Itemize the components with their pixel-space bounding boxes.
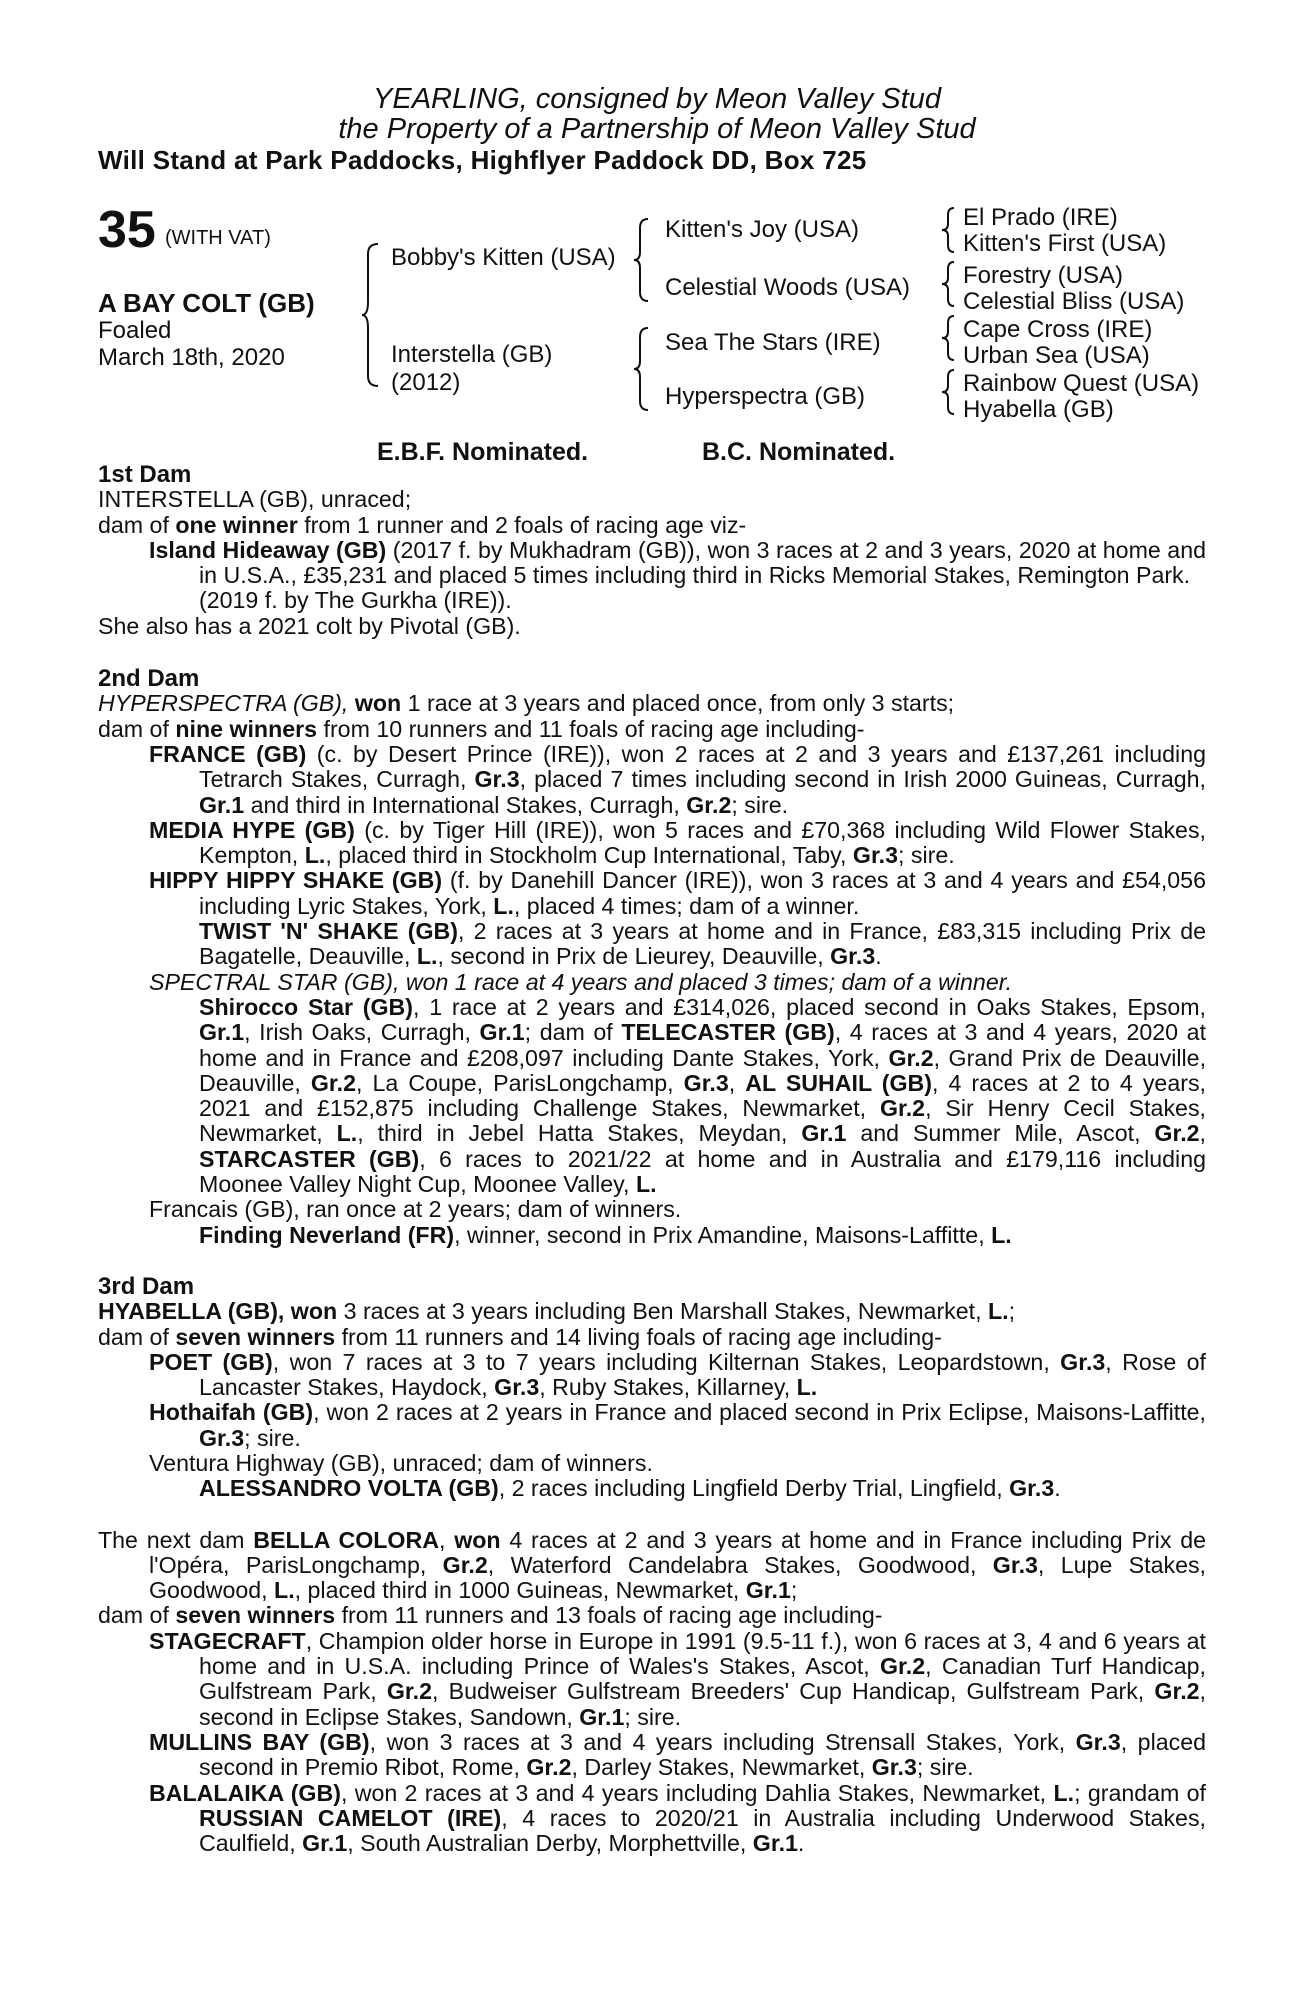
progeny-media-hype: MEDIA HYPE (GB) (c. by Tiger Hill (IRE)), won 5 races and £70,368 including Wild Flower Stakes, Kempton, L., placed third in Stockholm Cup International, Taby, Gr.3; sire. xyxy=(149,816,1206,869)
pedigree-brace-ds xyxy=(940,313,964,363)
vat-note: (WITH VAT) xyxy=(165,227,271,249)
second-dam-line: HYPERSPECTRA (GB), won 1 race at 3 years and placed once, from only 3 starts; xyxy=(98,690,955,717)
pedigree-sire: Bobby's Kitten (USA) xyxy=(391,244,616,271)
stand-location: Will Stand at Park Paddocks, Highflyer Paddock DD, Box 725 xyxy=(98,145,867,175)
foaled-date: March 18th, 2020 xyxy=(98,344,285,371)
second-dam-heading: 2nd Dam xyxy=(98,665,200,693)
progeny-alessandro-volta: ALESSANDRO VOLTA (GB), 2 races including Lingfield Derby Trial, Lingfield, Gr.3. xyxy=(199,1475,1061,1502)
pedigree-brace-dam xyxy=(632,325,662,413)
progeny-island-hideaway: Island Hideaway (GB) (2017 f. by Mukhadram (GB)), won 3 races at 2 and 3 years, 2020 at home and in U.S.A., £35,231 and placed 5 times including third in Ricks Memorial Stakes, Remington Park. xyxy=(149,536,1206,589)
pedigree-dam-sire: Sea The Stars (IRE) xyxy=(665,329,881,356)
pedigree-dsd: Urban Sea (USA) xyxy=(963,342,1150,369)
first-dam-line: INTERSTELLA (GB), unraced; xyxy=(98,486,412,513)
pedigree-brace-sire-dam xyxy=(360,240,390,390)
progeny-twist-n-shake: TWIST 'N' SHAKE (GB), 2 races at 3 years at home and in France, £83,315 including Prix de Bagatelle, Deauville, L., second in Prix de Lieurey, Deauville, Gr.3. xyxy=(199,918,1206,970)
progeny-2019-filly: (2019 f. by The Gurkha (IRE)). xyxy=(199,587,512,614)
pedigree-sire-dam: Celestial Woods (USA) xyxy=(665,274,910,301)
pedigree-sss: El Prado (IRE) xyxy=(963,204,1118,231)
progeny-balalaika: BALALAIKA (GB), won 2 races at 3 and 4 years including Dahlia Stakes, Newmarket, L.; grandam of RUSSIAN CAMELOT (IRE), 4 races to 2020/21 in Australia including Underwood Stakes, Caulfield, Gr.1, South Australian Derby, Morphettville, Gr.1. xyxy=(149,1779,1206,1857)
third-dam-produce-summary: dam of seven winners from 11 runners and 14 living foals of racing age including- xyxy=(98,1323,942,1350)
next-dam-produce-summary: dam of seven winners from 11 runners and 13 foals of racing age including- xyxy=(98,1602,883,1629)
progeny-hothaifah: Hothaifah (GB), won 2 races at 2 years in France and placed second in Prix Eclipse, Maisons-Laffitte, Gr.3; sire. xyxy=(149,1399,1206,1451)
pedigree-brace-ss xyxy=(940,205,964,255)
pedigree-dam-dam: Hyperspectra (GB) xyxy=(665,383,866,410)
third-dam-heading: 3rd Dam xyxy=(98,1272,195,1300)
progeny-stagecraft: STAGECRAFT, Champion older horse in Europe in 1991 (9.5-11 f.), won 6 races at 3, 4 and 6 years at home and in U.S.A. including Prince of Wales's Stakes, Ascot, Gr.2, Canadian Turf Handicap, Gulfstream Park, Gr.2, Budweiser Gulfstream Breeders' Cup Handicap, Gulfstream Park, Gr.2, second in Eclipse Stakes, Sandown, Gr.1; sire. xyxy=(149,1627,1206,1730)
second-dam-produce-summary: dam of nine winners from 10 runners and 11 foals of racing age including- xyxy=(98,715,865,742)
first-dam-produce-summary: dam of one winner from 1 runner and 2 foals of racing age viz- xyxy=(98,511,747,538)
pedigree-notes xyxy=(98,462,1206,1856)
pedigree-dss: Cape Cross (IRE) xyxy=(963,316,1153,343)
pedigree-sds: Forestry (USA) xyxy=(963,262,1124,289)
progeny-ventura-highway: Ventura Highway (GB), unraced; dam of winners. xyxy=(149,1449,653,1476)
third-dam-line: HYABELLA (GB), won 3 races at 3 years including Ben Marshall Stakes, Newmarket, L.; xyxy=(98,1298,1016,1325)
pedigree-sire-sire: Kitten's Joy (USA) xyxy=(665,216,859,243)
pedigree-brace-sire xyxy=(632,216,662,304)
next-dam-line: The next dam BELLA COLORA, won 4 races at 2 and 3 years at home and in France including Prix de l'Opéra, ParisLongchamp, Gr.2, Waterford Candelabra Stakes, Goodwood, Gr.3, Lupe Stakes, Goodwood, L., placed third in 1000 Guineas, Newmarket, Gr.1; xyxy=(98,1526,1207,1604)
horse-description: A BAY COLT (GB) xyxy=(98,288,315,318)
progeny-francais: Francais (GB), ran once at 2 years; dam of winners. xyxy=(149,1196,682,1223)
progeny-shirocco-star: Shirocco Star (GB), 1 race at 2 years and £314,026, placed second in Oaks Stakes, Epsom, Gr.1, Irish Oaks, Curragh, Gr.1; dam of TELECASTER (GB), 4 races at 3 and 4 years, 2020 at home and in France and £208,097 including Dante Stakes, York, Gr.2, Grand Prix de Deauville, Deauville, Gr.2, La Coupe, ParisLongchamp, Gr.3, AL SUHAIL (GB), 4 races at 2 to 4 years, 2021 and £152,875 including Challenge Stakes, Newmarket, Gr.2, Sir Henry Cecil Stakes, Newmarket, L., third in Jebel Hatta Stakes, Meydan, Gr.1 and Summer Mile, Ascot, Gr.2, STARCASTER (GB), 6 races to 2021/22 at home and in Australia and £179,116 including Moonee Valley Night Cup, Moonee Valley, L. xyxy=(199,993,1207,1198)
progeny-spectral-star: SPECTRAL STAR (GB), won 1 race at 4 years and placed 3 times; dam of a winner. xyxy=(149,968,1013,995)
ebf-nomination: E.B.F. Nominated. xyxy=(377,438,589,466)
lot-number: 35 xyxy=(98,201,156,259)
pedigree-brace-dd xyxy=(940,367,964,417)
progeny-hippy-hippy-shake: HIPPY HIPPY SHAKE (GB) (f. by Danehill Dancer (IRE)), won 3 races at 3 and 4 years and £54,056 including Lyric Stakes, York, L., placed 4 times; dam of a winner. xyxy=(149,867,1206,919)
pedigree-dam-year: (2012) xyxy=(391,369,461,396)
foaled-info xyxy=(98,317,285,371)
consignor-line: YEARLING, consigned by Meon Valley Stud xyxy=(373,83,941,115)
pedigree-brace-sd xyxy=(940,259,964,309)
property-line: the Property of a Partnership of Meon Valley Stud xyxy=(338,113,976,145)
pedigree-ssd: Kitten's First (USA) xyxy=(963,230,1167,257)
progeny-poet: POET (GB), won 7 races at 3 to 7 years including Kilternan Stakes, Leopardstown, Gr.3, Rose of Lancaster Stakes, Haydock, Gr.3, Ruby Stakes, Killarney, L. xyxy=(149,1348,1207,1401)
first-dam-also: She also has a 2021 colt by Pivotal (GB). xyxy=(98,612,521,639)
pedigree-dds: Rainbow Quest (USA) xyxy=(963,370,1200,397)
progeny-france: FRANCE (GB) (c. by Desert Prince (IRE)), won 2 races at 2 and 3 years and £137,261 including Tetrarch Stakes, Curragh, Gr.3, placed 7 times including second in Irish 2000 Guineas, Curragh, Gr.1 and third in International Stakes, Curragh, Gr.2; sire. xyxy=(149,740,1206,818)
foaled-label: Foaled xyxy=(98,317,172,344)
first-dam-heading: 1st Dam xyxy=(98,461,192,488)
progeny-mullins-bay: MULLINS BAY (GB), won 3 races at 3 and 4 years including Strensall Stakes, York, Gr.3, placed second in Premio Ribot, Rome, Gr.2, Darley Stakes, Newmarket, Gr.3; sire. xyxy=(149,1728,1207,1781)
pedigree-ddd: Hyabella (GB) xyxy=(963,396,1114,423)
pedigree-sdd: Celestial Bliss (USA) xyxy=(963,288,1185,315)
pedigree-dam: Interstella (GB) xyxy=(391,341,553,368)
progeny-finding-neverland: Finding Neverland (FR), winner, second in Prix Amandine, Maisons-Laffitte, L. xyxy=(199,1221,1012,1248)
bc-nomination: B.C. Nominated. xyxy=(702,438,896,466)
